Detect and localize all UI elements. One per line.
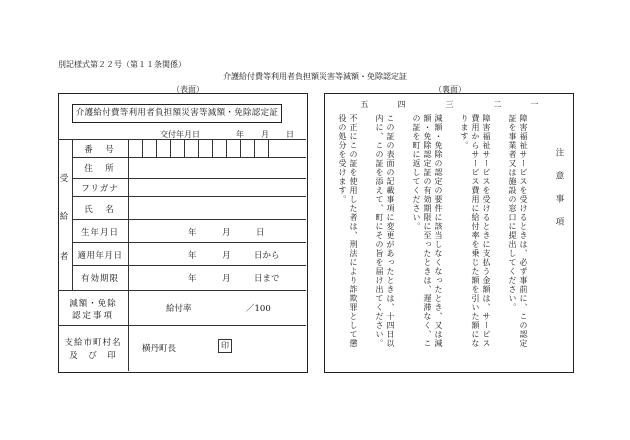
number-cell-line [198,139,199,157]
official-seal: 印 [218,339,232,353]
recipient-label-3: 者 [59,252,71,262]
mayor-name: 横丹町長 [142,344,177,354]
birth-year-unit: 年 [188,228,197,238]
recipient-label-2: 給 [59,212,71,222]
valid-until-label: 有効期限 [80,274,119,284]
issue-date-label: 交付年月日 [160,130,200,139]
rate-denominator: ／100 [246,304,271,314]
note-item-5 [337,100,370,362]
form-reference: 別記様式第２２号（第１１条関係） [58,60,186,69]
note-text: 減額・免除の認定の要件に該当しなくなったとき、又は減額・免除認定証の有効期限に至ったときは、遅滞なく、この証を町に返してください。 [412,114,443,348]
municipality-label-1: 支給市町村名 [64,338,122,348]
benefit-rate-label: 給付率 [166,304,192,314]
apply-month-unit: 月 [222,251,231,261]
note-text: 不正にこの証を使用した者は、刑法により詐欺罪として懲役の処分を受けます。 [338,114,358,348]
note-number: 三 [445,100,454,109]
notes-title: 注 意 事 項 [554,148,564,229]
document-title: 介護給付費等利用者負担額災害等減額・免除認定証 [223,72,407,81]
note-item-3 [411,100,455,362]
note-item-1 [507,100,540,362]
number-cell-line [268,139,269,157]
recipient-label-1: 受 [59,174,71,184]
reduction-label-2: 認定事項 [71,311,114,321]
number-cell-line [170,139,171,157]
notes-list [334,100,540,362]
note-number: 五 [360,100,369,109]
valid-year-unit: 年 [188,274,197,284]
number-cell-line [240,139,241,157]
row-line [72,196,306,197]
note-number: 一 [530,100,539,109]
municipality-label-2: 及 び 印 [69,351,117,361]
birth-month-unit: 月 [222,228,231,238]
issue-year-unit: 年 [236,130,244,139]
apply-date-label: 適用年月日 [77,251,123,261]
reduction-label-1: 減額・免除 [69,299,117,309]
number-label: 番 号 [84,145,116,155]
row-line [72,157,306,158]
birth-day-unit: 日 [256,228,265,238]
issue-month-unit: 月 [261,130,269,139]
note-item-2 [459,100,503,362]
number-cell-line [142,139,143,157]
note-text: この証の表面の記載事項に変更があったときは、十四日以内に、この証を添えて、町にその旨を届け出てください。 [375,114,395,348]
row-line [72,242,306,243]
name-label: 氏 名 [84,205,116,215]
note-item-4 [374,100,407,362]
row-line [58,290,306,291]
note-text: 障害福祉サービスを受けるときに支払う金額は、サービス費用からサービス費用に給付率を乗じた額を引いた額になります。 [460,114,491,348]
number-cell-line [212,139,213,157]
apply-from-suffix: 日から [254,251,280,261]
number-cell-line [254,139,255,157]
note-number: 二 [493,100,502,109]
issue-day-unit: 日 [286,130,294,139]
note-number: 四 [397,100,406,109]
col-line [128,139,129,371]
note-text: 障害福祉サービスを受けるときは、必ず事前に、この認定証を事業者又は施設の窓口に提出してください。 [508,114,528,348]
number-cell-line [226,139,227,157]
number-cell-line [156,139,157,157]
furigana-label: フリガナ [81,184,119,194]
address-label: 住 所 [84,164,116,174]
row-line [72,265,306,266]
valid-until-suffix: 日まで [254,274,280,284]
row-line [72,219,306,220]
number-cell-line [184,139,185,157]
birthdate-label: 生年月日 [80,228,119,238]
row-line [58,325,306,326]
front-label: （表面） [172,85,204,94]
back-label: （裏面） [434,85,466,94]
card-title: 介護給付費等利用者負担額災害等減額・免除認定証 [72,104,282,123]
apply-year-unit: 年 [188,251,197,261]
valid-month-unit: 月 [222,274,231,284]
row-line [72,178,306,179]
